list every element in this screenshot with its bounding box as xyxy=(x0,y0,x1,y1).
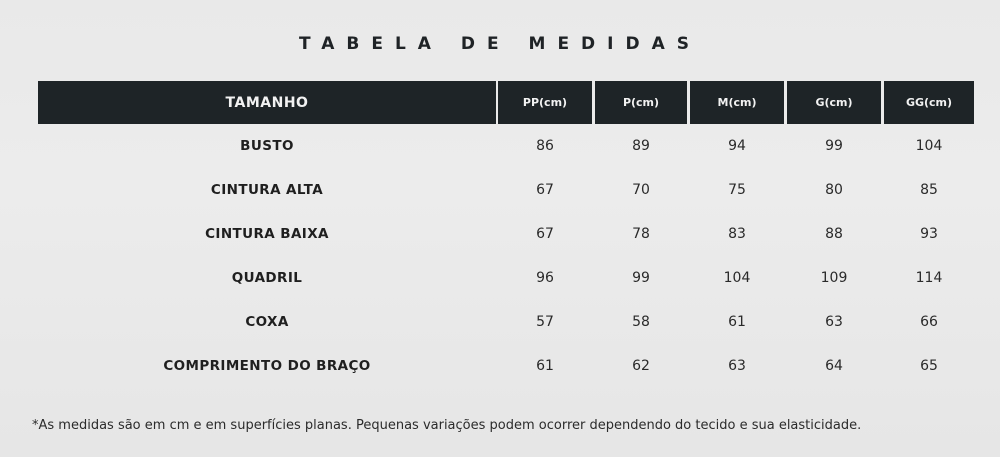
row-label: CINTURA ALTA xyxy=(210,182,324,198)
cell-value: 61 xyxy=(536,358,554,374)
cell-value: 58 xyxy=(632,314,650,330)
cell-value: 114 xyxy=(915,270,943,286)
table-header xyxy=(0,81,1000,124)
row-label: COMPRIMENTO DO BRAÇO xyxy=(163,358,371,374)
cell-value: 75 xyxy=(728,182,746,198)
row-label: CINTURA BAIXA xyxy=(205,226,329,242)
table-row xyxy=(0,300,1000,344)
header-size-pp: PP(cm) xyxy=(498,81,592,124)
cell-value: 65 xyxy=(920,358,938,374)
cell-value: 61 xyxy=(728,314,746,330)
header-size-m: M(cm) xyxy=(690,81,784,124)
cell-value: 63 xyxy=(825,314,843,330)
table-row xyxy=(0,212,1000,256)
cell-value: 78 xyxy=(632,226,650,242)
cell-value: 94 xyxy=(728,138,746,154)
footnote: *As medidas são em cm e em superfícies planas. Pequenas variações podem ocorrer dependendo do tecido e sua elasticidade. xyxy=(32,418,862,433)
table-row xyxy=(0,344,1000,388)
header-size-g: G(cm) xyxy=(787,81,881,124)
page-title: TABELA DE MEDIDAS xyxy=(298,34,702,54)
header-size-gg: GG(cm) xyxy=(884,81,974,124)
cell-value: 104 xyxy=(723,270,751,286)
cell-value: 70 xyxy=(632,182,650,198)
cell-value: 99 xyxy=(632,270,650,286)
cell-value: 57 xyxy=(536,314,554,330)
table-row xyxy=(0,124,1000,168)
cell-value: 88 xyxy=(825,226,843,242)
cell-value: 85 xyxy=(920,182,938,198)
cell-value: 67 xyxy=(536,182,554,198)
cell-value: 86 xyxy=(536,138,554,154)
cell-value: 67 xyxy=(536,226,554,242)
cell-value: 80 xyxy=(825,182,843,198)
cell-value: 89 xyxy=(632,138,650,154)
row-label: COXA xyxy=(245,314,289,330)
row-label: QUADRIL xyxy=(231,270,303,286)
cell-value: 62 xyxy=(632,358,650,374)
cell-value: 64 xyxy=(825,358,843,374)
cell-value: 93 xyxy=(920,226,938,242)
cell-value: 104 xyxy=(915,138,943,154)
cell-value: 63 xyxy=(728,358,746,374)
cell-value: 96 xyxy=(536,270,554,286)
cell-value: 99 xyxy=(825,138,843,154)
cell-value: 66 xyxy=(920,314,938,330)
row-label: BUSTO xyxy=(240,138,294,154)
cell-value: 109 xyxy=(820,270,848,286)
table-row xyxy=(0,168,1000,212)
header-size-p: P(cm) xyxy=(595,81,687,124)
cell-value: 83 xyxy=(728,226,746,242)
table-row xyxy=(0,256,1000,300)
header-tamanho: TAMANHO xyxy=(38,81,496,124)
